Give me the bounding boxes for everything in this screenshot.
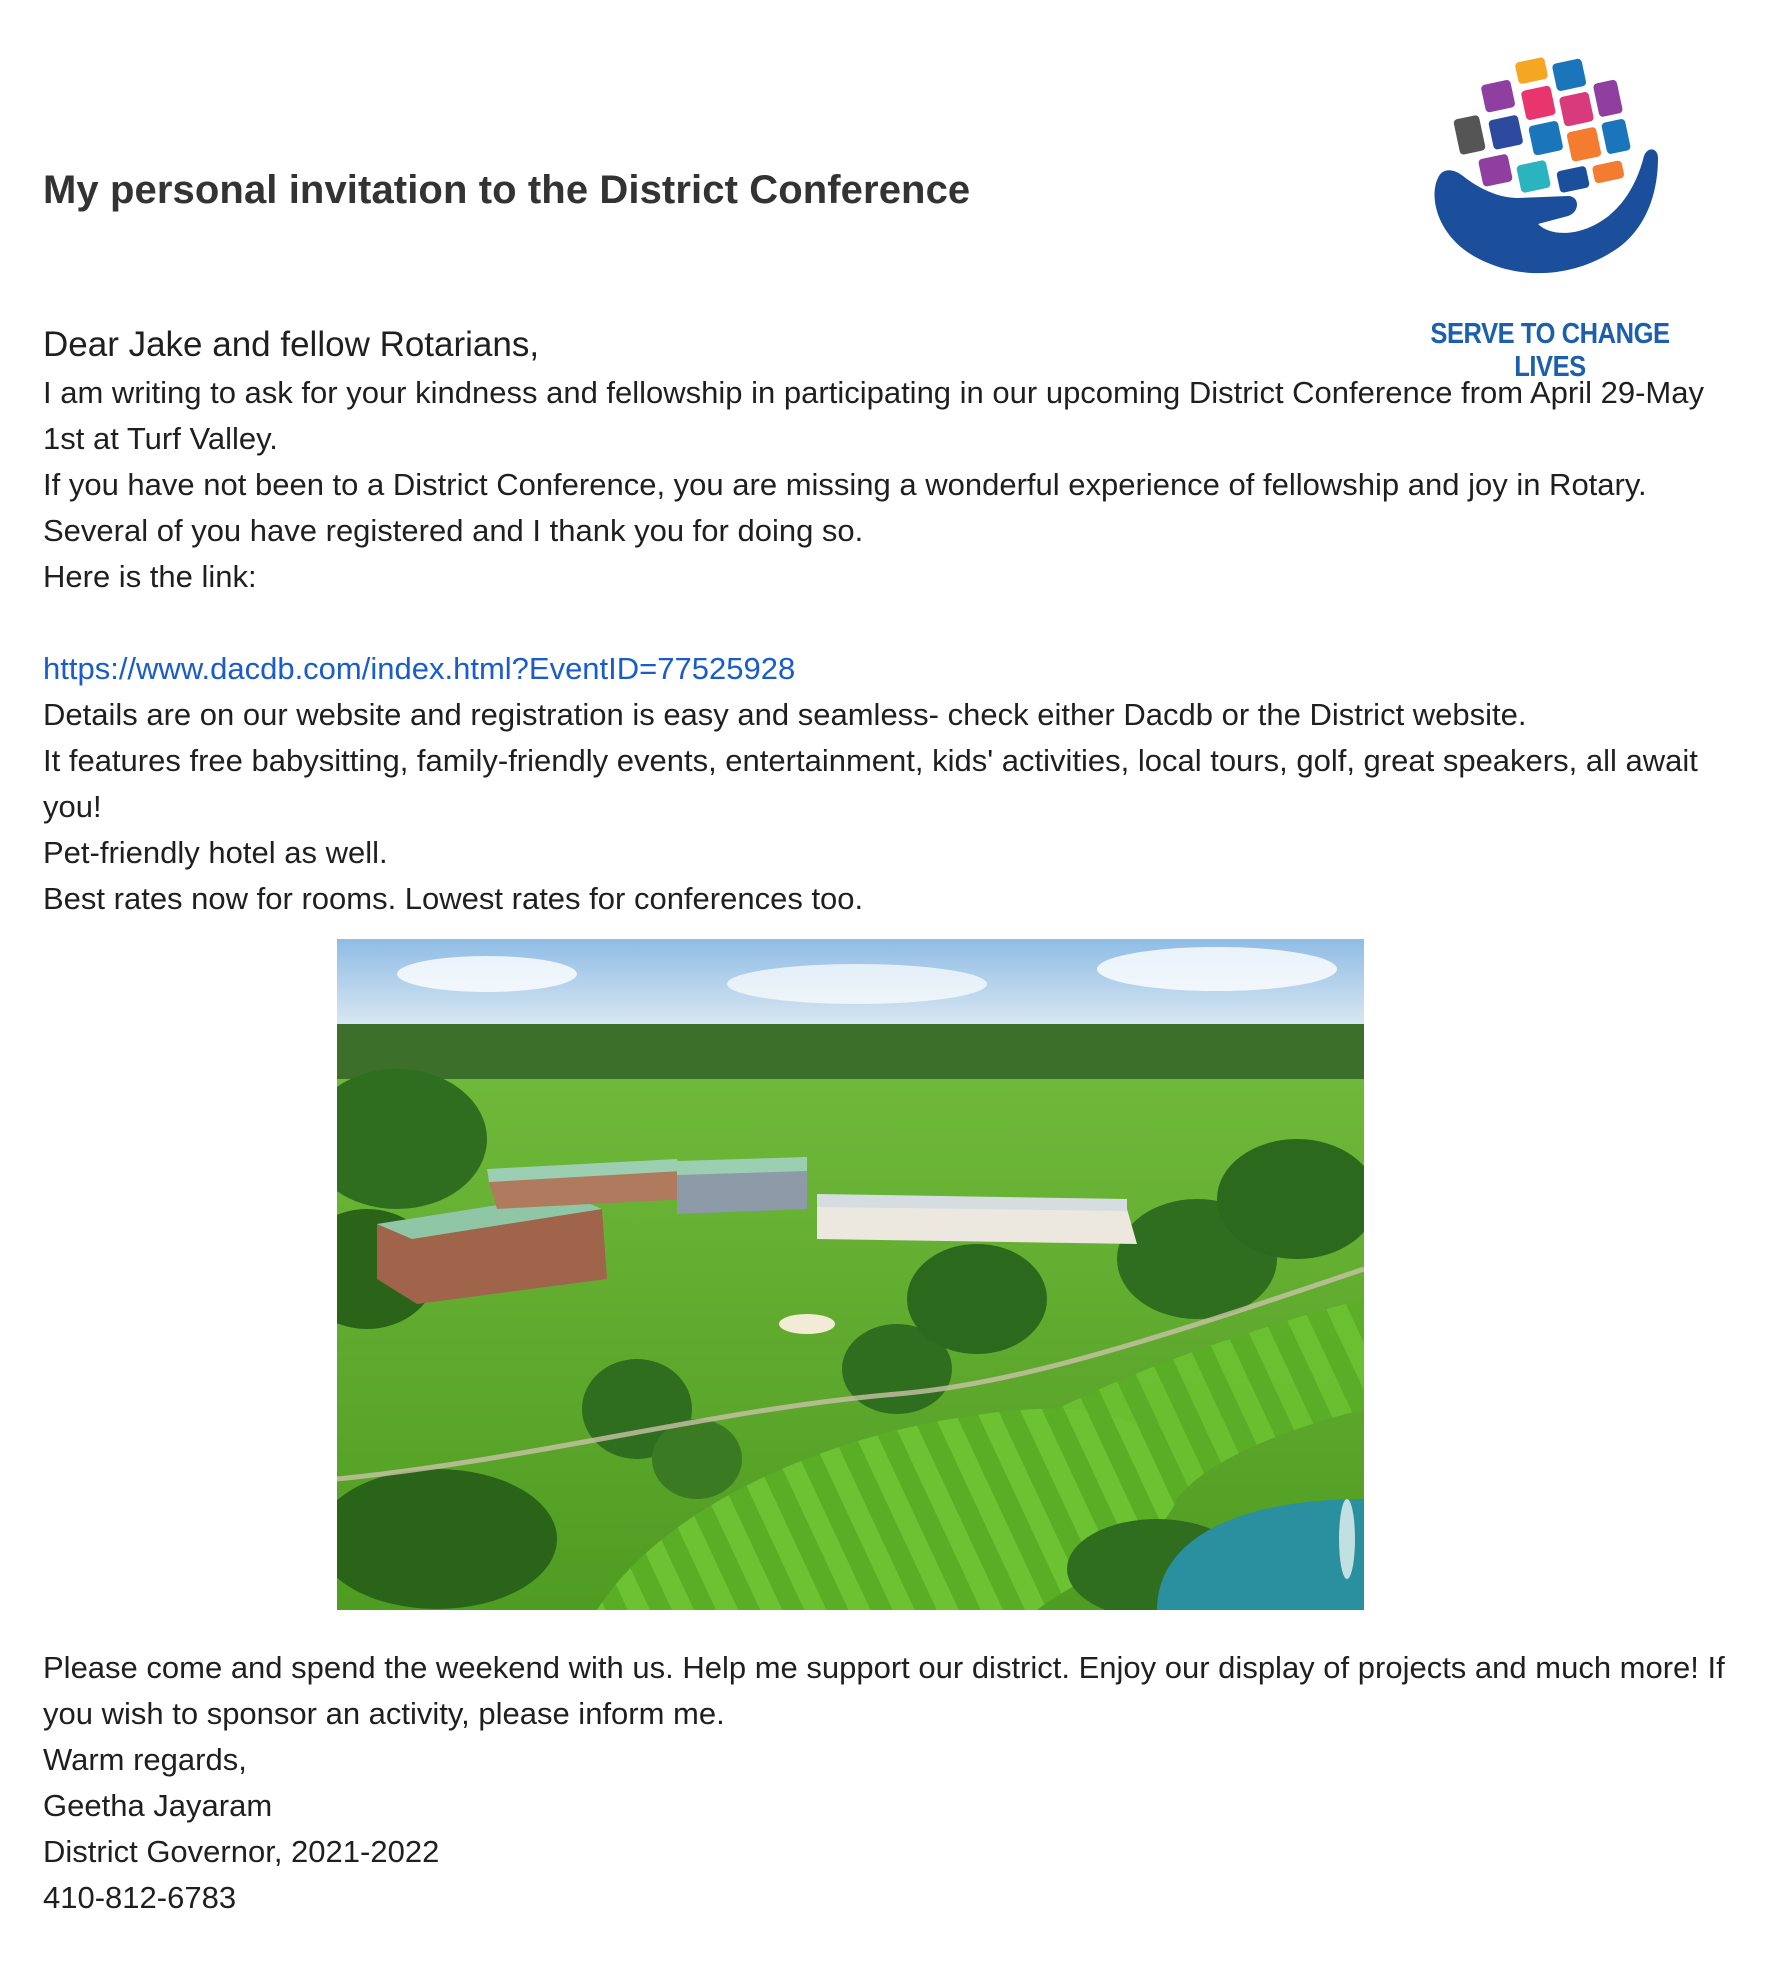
paragraph: Best rates now for rooms. Lowest rates for conferences too. — [43, 881, 864, 916]
signature-phone: 410-812-6783 — [43, 1880, 237, 1915]
paragraph: Please come and spend the weekend with us. Help me support our district. Enjoy our display of projects and much more! If you wish to sponsor an activity, please inform me. — [43, 1650, 1725, 1731]
paragraph: I am writing to ask for your kindness and fellowship in participating in our upcoming District Conference from April 29-May 1st at Turf Valley. — [43, 375, 1704, 456]
signature-role: District Governor, 2021-2022 — [43, 1834, 440, 1869]
paragraph: Here is the link: — [43, 559, 257, 594]
letter-closing — [43, 1645, 1743, 1921]
resort-photo — [337, 939, 1364, 1610]
logo-tagline: SERVE TO CHANGE LIVES — [1430, 318, 1670, 383]
rotary-logo — [1380, 48, 1720, 383]
page-title: My personal invitation to the District Conference — [43, 168, 971, 212]
signoff: Warm regards, — [43, 1742, 247, 1777]
registration-link[interactable]: https://www.dacdb.com/index.html?EventID=77525928 — [43, 651, 796, 686]
signature-name: Geetha Jayaram — [43, 1788, 273, 1823]
greeting: Dear Jake and fellow Rotarians, — [43, 325, 540, 364]
paragraph: Details are on our website and registration is easy and seamless- check either Dacdb or the District website. — [43, 697, 1527, 732]
link-line — [43, 646, 1743, 692]
aerial-resort-golf-course-photo — [337, 939, 1364, 1610]
letter-intro — [43, 370, 1743, 922]
globe-in-hand-icon — [1418, 48, 1678, 308]
paragraph: If you have not been to a District Conference, you are missing a wonderful experience of fellowship and joy in Rotary. Several of you have registered and I thank you for doing so. — [43, 467, 1647, 548]
paragraph: Pet-friendly hotel as well. — [43, 835, 388, 870]
spacer — [43, 600, 1743, 646]
paragraph: It features free babysitting, family-friendly events, entertainment, kids' activities, local tours, golf, great speakers, all await you! — [43, 743, 1698, 824]
